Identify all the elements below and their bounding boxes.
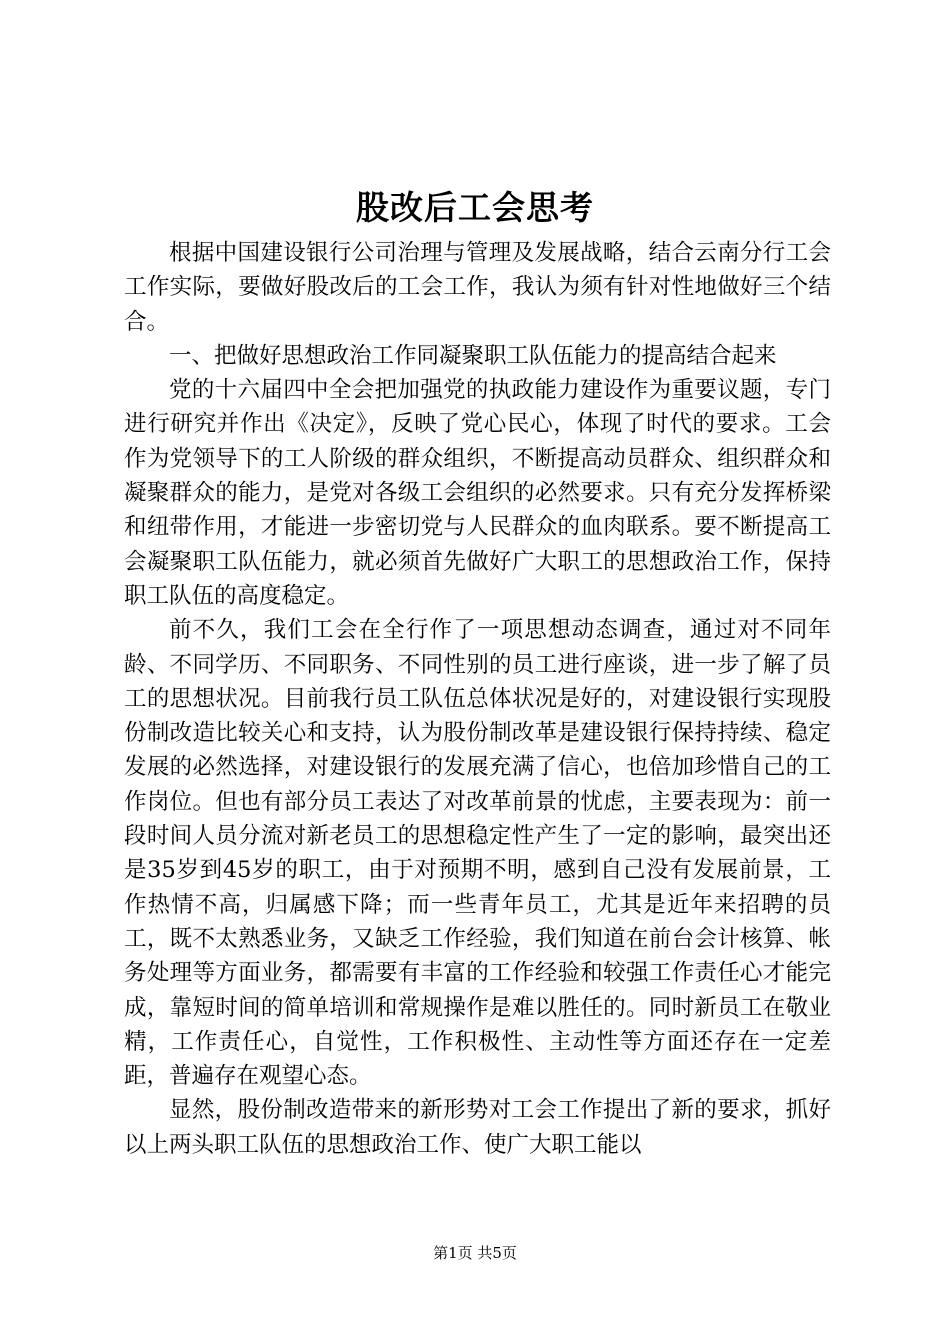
document-body <box>124 236 831 1162</box>
paragraph-intro: 根据中国建设银行公司治理与管理及发展战略，结合云南分行工会工作实际，要做好股改后的工会工作，我认为须有针对性地做好三个结合。 <box>124 240 831 335</box>
paragraph-survey: 前不久，我们工会在全行作了一项思想动态调查，通过对不同年龄、不同学历、不同职务、不同性别的员工进行座谈，进一步了解了员工的思想状况。目前我行员工队伍总体状况是好的，对建设银行实现股份制改造比较关心和支持，认为股份制改革是建设银行保持持续、稳定发展的必然选择，对建设银行的发展充满了信心，也倍加珍惜自己的工作岗位。但也有部分员工表达了对改革前景的忧虑，主要表现为：前一段时间人员分流对新老员工的思想稳定性产生了一定的影响，最突出还是35岁到45岁的职工，由于对预期不明，感到自己没有发展前景，工作热情不高，归属感下降；而一些青年员工，尤其是近年来招聘的员工，既不太熟悉业务，又缺乏工作经验，我们知道在前台会计核算、帐务处理等方面业务，都需要有丰富的工作经验和较强工作责任心才能完成，靠短时间的简单培训和常规操作是难以胜任的。同时新员工在敬业精，工作责任心，自觉性，工作积极性、主动性等方面还存在一定差距，普遍存在观望心态。 <box>124 617 831 1090</box>
paragraph-conclusion: 显然，股份制改造带来的新形势对工会工作提出了新的要求，抓好以上两头职工队伍的思想政治工作、使广大职工能以 <box>124 1097 831 1158</box>
page-footer: 第1页 共5页 <box>433 1244 517 1262</box>
document-title: 股改后工会思考 <box>356 188 594 227</box>
section-heading-1: 一、把做好思想政治工作同凝聚职工队伍能力的提高结合起来 <box>169 342 777 369</box>
paragraph-party-congress: 党的十六届四中全会把加强党的执政能力建设作为重要议题，专门进行研究并作出《决定》，反映了党心民心，体现了时代的要求。工会作为党领导下的工人阶级的群众组织，不断提高动员群众、组织群众和凝聚群众的能力，是党对各级工会组织的必然要求。只有充分发挥桥梁和纽带作用，才能进一步密切党与人民群众的血肉联系。要不断提高工会凝聚职工队伍能力，就必须首先做好广大职工的思想政治工作，保持职工队伍的高度稳定。 <box>124 377 831 609</box>
